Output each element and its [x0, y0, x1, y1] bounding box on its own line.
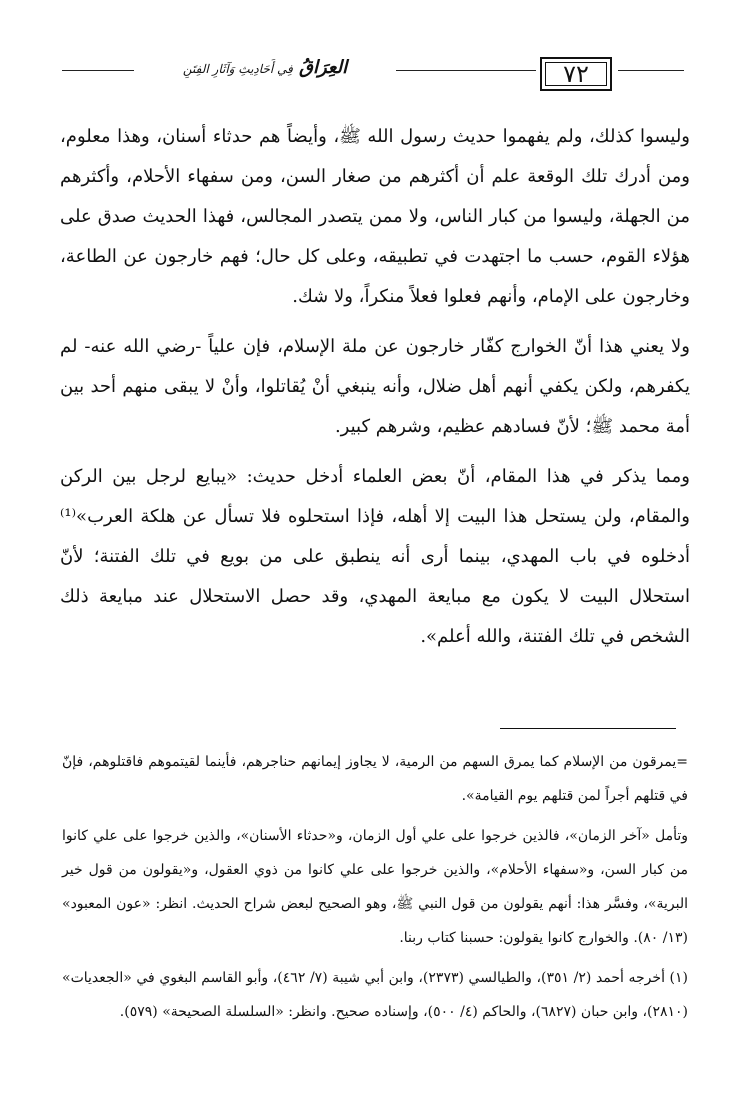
header-rule-left: [62, 70, 134, 71]
footnote: (١) أخرجه أحمد (٢/ ٣٥١)، والطيالسي (٢٣٧٣)، وابن أبي شيبة (٧/ ٤٦٢)، وأبو القاسم البغوي في «الجعديات» (٢٨١٠)، وابن حبان (٦٨٢٧)، والحاكم (٤/ ٥٠٠)، وإسناده صحيح. وانظر: «السلسلة الصحيحة» (٥٧٩).: [62, 970, 689, 1020]
paragraph: وليسوا كذلك، ولم يفهموا حديث رسول الله ﷺ، وأيضاً هم حدثاء أسنان، وهذا معلوم، ومن أدرك تلك الوقعة علم أن أكثرهم من صغار السن، ومن سفهاء الأحلام، وأكثرهم من الجهلة، وليسوا من كبار الناس، ولا ممن يتصدر المجالس، فهذا الحديث صدق على هؤلاء القوم، حسب ما اجتهدت في تطبيقه، وعلى كل حال؛ فهم خارجون عن الطاعة، وخارجون على الإمام، وأنهم فعلوا فعلاً منكراً، ولا شك.: [60, 126, 690, 307]
header-rule-right: [618, 70, 684, 71]
book-subtitle: فِي أَحَادِيثِ وَآثَارِ الفِتَنِ: [182, 62, 293, 76]
footnote: وتأمل «آخر الزمان»، فالذين خرجوا على علي أول الزمان، و«حدثاء الأسنان»، والذين خرجوا على علي كانوا من كبار السن، و«سفهاء الأحلام»، والذين خرجوا على علي كانوا من ذوي العقول، و«يقولون من قول خير البرية»، وفسَّر هذا: أنهم يقولون من قول النبي ﷺ، وهو الصحيح لبعض شراح الحديث. انظر: «عون المعبود» (١٣/ ٨٠). والخوارج كانوا يقولون: حسبنا كتاب ربنا.: [62, 828, 688, 946]
running-title: [136, 53, 394, 83]
footnotes: [62, 745, 688, 1029]
header-rule-middle: [396, 70, 536, 71]
main-text: [60, 117, 690, 657]
page-header: [62, 40, 684, 100]
paragraph: ولا يعني هذا أنّ الخوارج كفّار خارجون عن ملة الإسلام، فإن علياً -رضي الله عنه- لم يكفرهم، ولكن يكفي أنهم أهل ضلال، وأنه ينبغي أنْ يُقاتلوا، وأنْ لا يبقى منهم أحد بين أمة محمد ﷺ؛ لأنّ فسادهم عظيم، وشرهم كبير.: [60, 336, 690, 437]
footnote: =يمرقون من الإسلام كما يمرق السهم من الرمية، لا يجاوز إيمانهم حناجرهم، فأينما لقيتموهم فاقتلوهم، فإنّ في قتلهم أجراً لمن قتلهم يوم القيامة».: [62, 754, 688, 804]
book-title: العِرَاقُ: [299, 57, 348, 78]
paragraph: ومما يذكر في هذا المقام، أنّ بعض العلماء أدخل حديث: «يبايع لرجل بين الركن والمقام، ولن يستحل هذا البيت إلا أهله، فإذا استحلوه فلا تسأل عن هلكة العرب»⁽¹⁾ أدخلوه في باب المهدي، بينما أرى أنه ينطبق على من بويع في تلك الفتنة؛ لأنّ استحلال البيت لا يكون مع مبايعة المهدي، وقد حصل الاستحلال عند مبايعة ذلك الشخص في تلك الفتنة، والله أعلم».: [60, 466, 690, 647]
page-number: ٧٢: [540, 57, 612, 91]
footnote-separator: [500, 728, 676, 729]
